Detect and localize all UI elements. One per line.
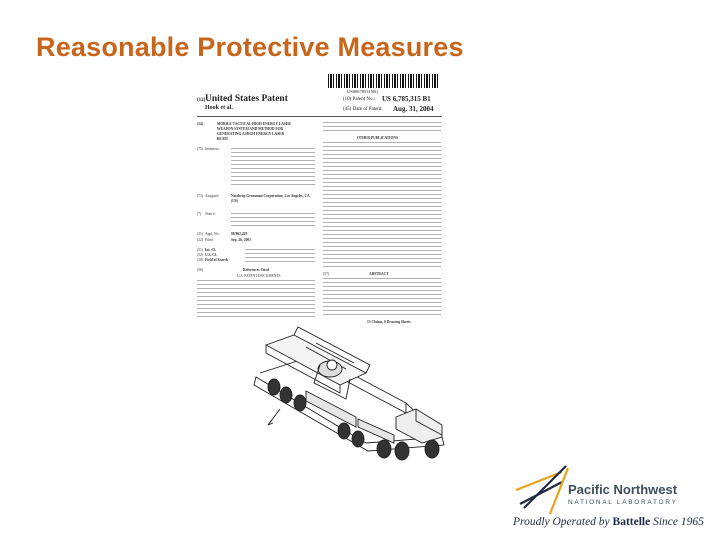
patent-header: United States Patent: [205, 94, 288, 104]
other-publications-heading: OTHER PUBLICATIONS: [357, 136, 398, 140]
patent-number: US 6,785,315 B1: [382, 95, 431, 103]
notice-code: (*): [197, 212, 202, 216]
patent-drawing: [246, 325, 456, 475]
refs-label: References Cited: [243, 268, 269, 272]
title-code: (54): [197, 122, 203, 126]
appl-number: 09/962,429: [231, 232, 248, 236]
refs-subheading: U.S. PATENT DOCUMENTS: [237, 274, 281, 278]
patent-barcode: [328, 74, 440, 88]
tagline-brand: Battelle: [612, 516, 651, 528]
field-code: (58): [197, 258, 203, 262]
intcl-label: Int. Cl.: [205, 248, 216, 252]
references-list: [197, 280, 315, 320]
tagline-suffix: Since 1965: [653, 516, 704, 528]
claims-line: 13 Claims, 6 Drawing Sheets: [367, 320, 411, 324]
patent-barcode-number: US006785315B1: [347, 89, 379, 94]
appl-code: (21): [197, 232, 203, 236]
header-rule: [197, 116, 442, 117]
header-code: (12): [197, 98, 206, 103]
notice-text: [231, 213, 315, 227]
field-label: Field of Search: [205, 258, 229, 262]
patent-date: Aug. 31, 2004: [393, 105, 434, 113]
inventors-code: (75): [197, 147, 203, 151]
patent-number-label: (10) Patent No.:: [343, 97, 376, 102]
inventors-label: Inventors:: [205, 147, 220, 151]
abstract-heading: ABSTRACT: [369, 272, 389, 276]
slide-title: Reasonable Protective Measures: [36, 32, 464, 62]
patent-inventor-line: Hook et al.: [205, 105, 233, 111]
classification-values: [245, 249, 315, 262]
notice-label: Notice:: [205, 212, 216, 216]
uscl-label: U.S. Cl.: [205, 253, 217, 257]
battelle-tagline: [513, 516, 704, 528]
assignee-value: Northrop Grumman Corporation, Los Angeles, CA (US): [231, 194, 310, 203]
us-patent-refs-continued: [323, 122, 441, 134]
title-line-1: MOBILE TACTICAL HIGH ENERGY LASER: [217, 122, 291, 126]
abstract-code: (57): [323, 272, 329, 276]
patent-date-label: (45) Date of Patent:: [343, 107, 383, 112]
title-line-3: GENERATING A HIGH ENERGY LASER: [217, 132, 285, 136]
pnnl-name: Pacific Northwest: [568, 482, 678, 497]
title-line-2: WEAPON SYSTEM AND METHOD FOR: [217, 127, 284, 131]
abstract-text: [323, 278, 441, 316]
other-publications-text: [323, 142, 441, 270]
title-line-4: BEAM: [217, 137, 228, 141]
filed-code: (22): [197, 238, 203, 242]
uscl-code: (52): [197, 253, 203, 257]
appl-label: Appl. No.:: [205, 232, 221, 236]
assignee-label: Assignee:: [205, 194, 220, 198]
assignee-code: (73): [197, 194, 203, 198]
intcl-code: (51): [197, 248, 203, 252]
filed-date: Sep. 26, 2001: [231, 238, 251, 242]
inventors-text: [231, 148, 315, 186]
tagline-prefix: Proudly Operated by: [513, 516, 610, 528]
refs-code: (56): [197, 268, 203, 272]
pnnl-lab-label: NATIONAL LABORATORY: [568, 499, 678, 506]
filed-label: Filed:: [205, 238, 214, 242]
